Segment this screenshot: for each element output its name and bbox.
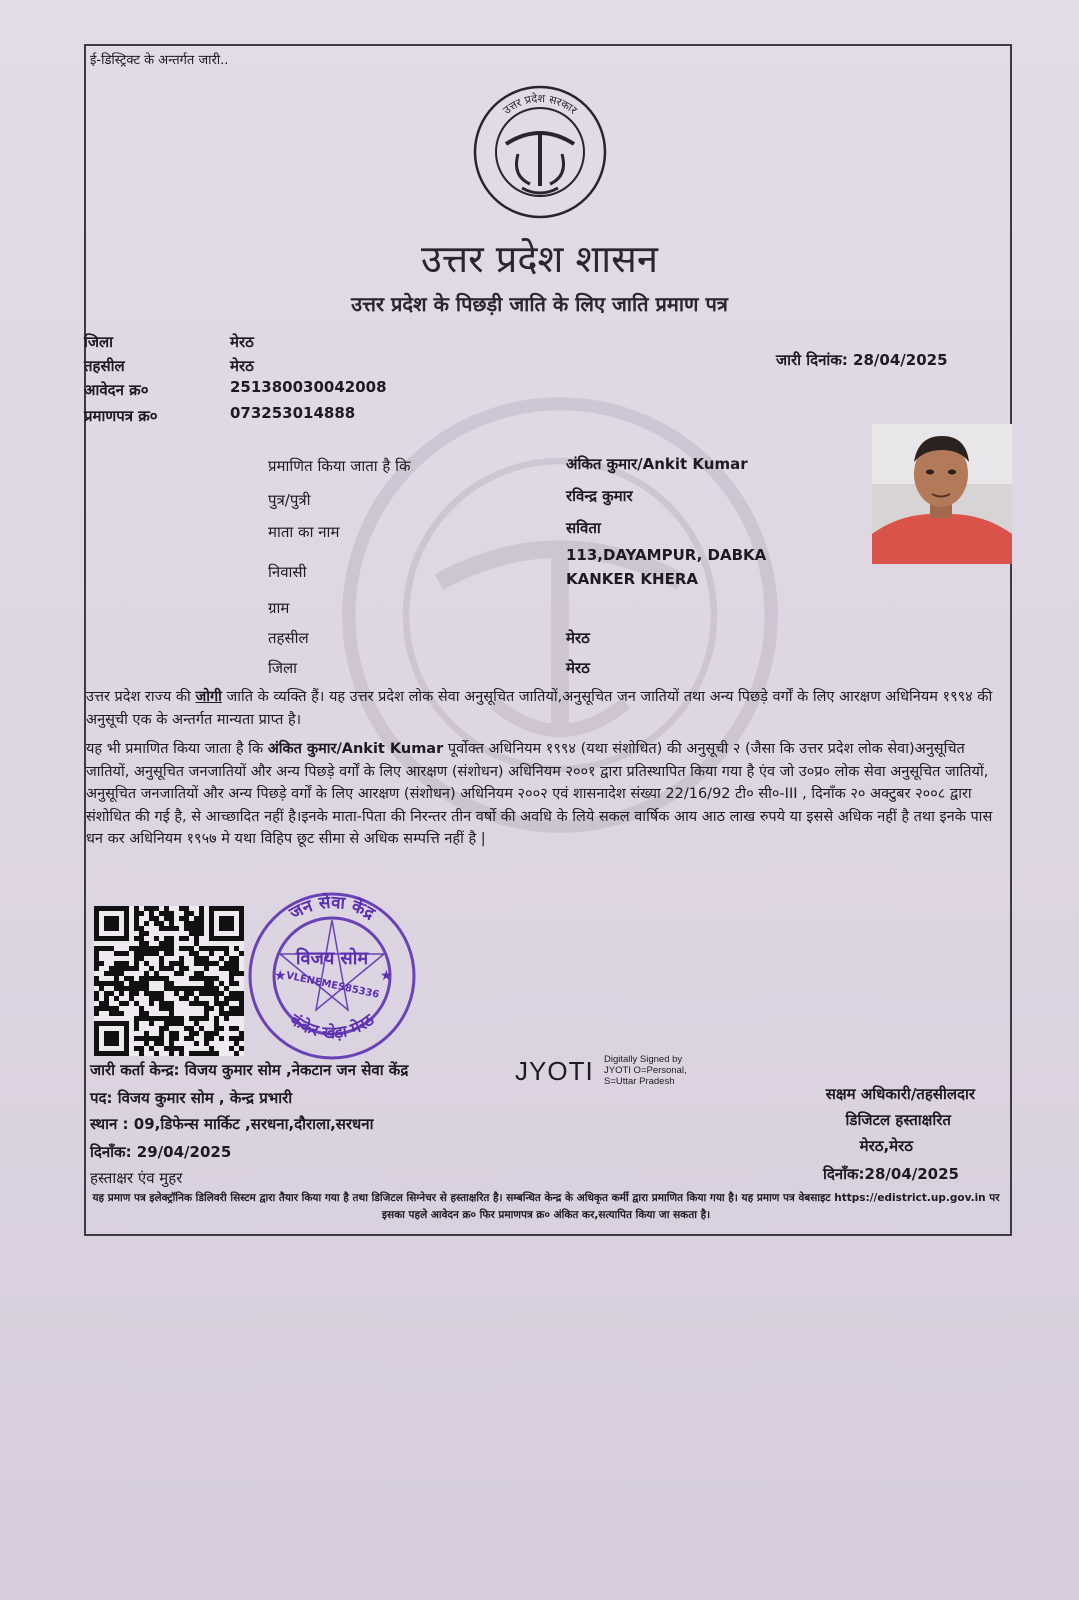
authority-date: दिनाँक:28/04/2025: [822, 1165, 959, 1183]
caste-paragraph-rest: जाति के व्यक्ति हैं। यह उत्तर प्रदेश लोक सेवा अनुसूचित जातियों,अनुसूचित जन जातियों तथा अन्य पिछड़े वर्गों के लिए आरक्षण अधिनियम १९९४ की अनुसूची एक के अन्तर्गत मान्यता प्राप्त है।: [86, 689, 993, 728]
jan-seva-kendra-stamp: [244, 888, 420, 1064]
caste-paragraph-start: उत्तर प्रदेश राज्य की: [86, 689, 196, 705]
signature-and-seal-label: हस्ताक्षर एंव मुहर: [90, 1169, 183, 1187]
person-district-label: जिला: [268, 659, 298, 677]
applicant-name: अंकित कुमार/Ankit Kumar: [566, 455, 748, 473]
tehsil-label: तहसील: [84, 357, 125, 375]
digital-signer-name: JYOTI: [515, 1056, 594, 1086]
village-label: ग्राम: [268, 599, 290, 617]
address-line-1: 113,DAYAMPUR, DABKA: [566, 546, 767, 564]
verification-qr-code: [94, 906, 244, 1056]
certification-paragraph-rest: पूर्वोक्त अधिनियम १९९४ (यथा संशोधित) की अनुसूची २ (जैसा कि उत्तर प्रदेश लोक सेवा)अनुसूचित जातियों, अनुसूचित जनजातियों और अन्य पिछड़े वर्गों के लिए आरक्षण (संशोधन) अधिनियम २००१ द्वारा प्रतिस्थापित किया गया है एंव जो उ०प्र० लोक सेवा अनुसूचित जातियों, अनुसूचित जनजातियों और अन्य पिछड़े वर्गों के लिए आरक्षण (संशोधन) अधिनियम २००२ एवं शासनादेश संख्या 22/16/92 टी० सी०-III , दिनाँक २० अक्टुबर २००८ द्वारा संशोधित की गई है, से आच्छादित नहीं है।इनके माता-पिता की निरन्तर तीन वर्षो की अवधि के लिये सकल वार्षिक आय आठ लाख रुपये या इससे अधिक नहीं है तथा इनके पास धन कर अधिनियम १९५७ मे यथा विहिप छूट सीमा से अधिक सम्पत्ति नहीं है |: [86, 741, 993, 847]
application-number-label: आवेदन क्र०: [84, 381, 149, 399]
authority-digital-sign: डिजिटल हस्ताक्षरित: [845, 1111, 951, 1129]
caste-paragraph: [86, 686, 1006, 731]
issuer-post: पद: विजय कुमार सोम , केन्द्र प्रभारी: [90, 1089, 293, 1107]
resident-label: निवासी: [268, 563, 307, 581]
person-tehsil-label: तहसील: [268, 629, 309, 647]
issuer-place: स्थान : 09,डिफेन्स मार्किट ,सरधना,दौराला,सरधना: [90, 1115, 374, 1133]
certification-applicant-name: अंकित कुमार/Ankit Kumar: [267, 741, 444, 757]
certificate-title: उत्तर प्रदेश के पिछड़ी जाति के लिए जाति प्रमाण पत्र: [351, 292, 728, 316]
digital-signature-line-1: Digitally Signed by: [604, 1054, 683, 1065]
footer-note: यह प्रमाण पत्र इलेक्ट्रॉनिक डिलिवरी सिस्टम द्वारा तैयार किया गया है तथा डिजिटल सिग्नेचर से हस्ताक्षरित है। सम्बन्धित केन्द्र के अधिकृत कर्मी द्वारा प्रमाणित किया गया है। यह प्रमाण पत्र वेबसाइट https://edistrict.up.gov.in पर इसका पहले आवेदन क्र० फिर प्रमाणपत्र क्र० अंकित कर,सत्यापित किया जा सकता है।: [92, 1192, 1000, 1221]
government-title: उत्तर प्रदेश शासन: [421, 237, 658, 281]
district-value: मेरठ: [230, 333, 254, 351]
up-government-emblem: [472, 84, 608, 220]
person-tehsil: मेरठ: [566, 629, 590, 647]
issuer-date: दिनाँक: 29/04/2025: [90, 1143, 232, 1161]
mother-name: सविता: [566, 519, 601, 537]
authority-place: मेरठ,मेरठ: [859, 1137, 913, 1155]
certificate-number-label: प्रमाणपत्र क्र०: [84, 407, 158, 425]
svg-text:कंकेर खेड़ा मेरठ: कंकेर खेड़ा मेरठ: [286, 1009, 378, 1043]
address-line-2: KANKER KHERA: [566, 570, 699, 588]
issuing-center: जारी कर्ता केन्द्र: विजय कुमार सोम ,नेकटान जन सेवा केंद्र: [90, 1061, 409, 1079]
certificate-number: 073253014888: [230, 404, 356, 422]
district-label: जिला: [84, 333, 114, 351]
svg-text:VLENEMES85336: VLENEMES85336: [284, 970, 381, 1001]
applicant-photo: [872, 424, 1012, 564]
father-name: रविन्द्र कुमार: [566, 487, 633, 505]
e-district-note: ई-डिस्ट्रिक्ट के अन्तर्गत जारी..: [90, 53, 229, 68]
digital-signature-line-3: S=Uttar Pradesh: [604, 1076, 675, 1087]
child-of-label: पुत्र/पुत्री: [268, 491, 311, 509]
tehsil-value: मेरठ: [230, 357, 254, 375]
application-number: 251380030042008: [230, 378, 387, 396]
digital-signature-details: [604, 1054, 687, 1087]
issue-date: जारी दिनांक: 28/04/2025: [776, 351, 948, 369]
authority-title: सक्षम अधिकारी/तहसीलदार: [825, 1085, 975, 1103]
svg-text:उत्तर प्रदेश सरकार: उत्तर प्रदेश सरकार: [500, 91, 580, 117]
person-district: मेरठ: [566, 659, 590, 677]
mother-label: माता का नाम: [268, 523, 340, 541]
svg-text:जन सेवा केंद्र: जन सेवा केंद्र: [286, 892, 379, 925]
digital-signature-line-2: JYOTI O=Personal,: [604, 1065, 687, 1076]
certification-paragraph: [86, 738, 1006, 851]
svg-text:विजय सोम: विजय सोम: [295, 948, 369, 969]
certification-paragraph-start: यह भी प्रमाणित किया जाता है कि: [86, 741, 268, 757]
caste-name: जोगी: [195, 689, 222, 705]
certified-label: प्रमाणित किया जाता है कि: [268, 457, 411, 475]
svg-text:★: ★: [380, 968, 393, 984]
svg-text:★: ★: [274, 968, 287, 984]
